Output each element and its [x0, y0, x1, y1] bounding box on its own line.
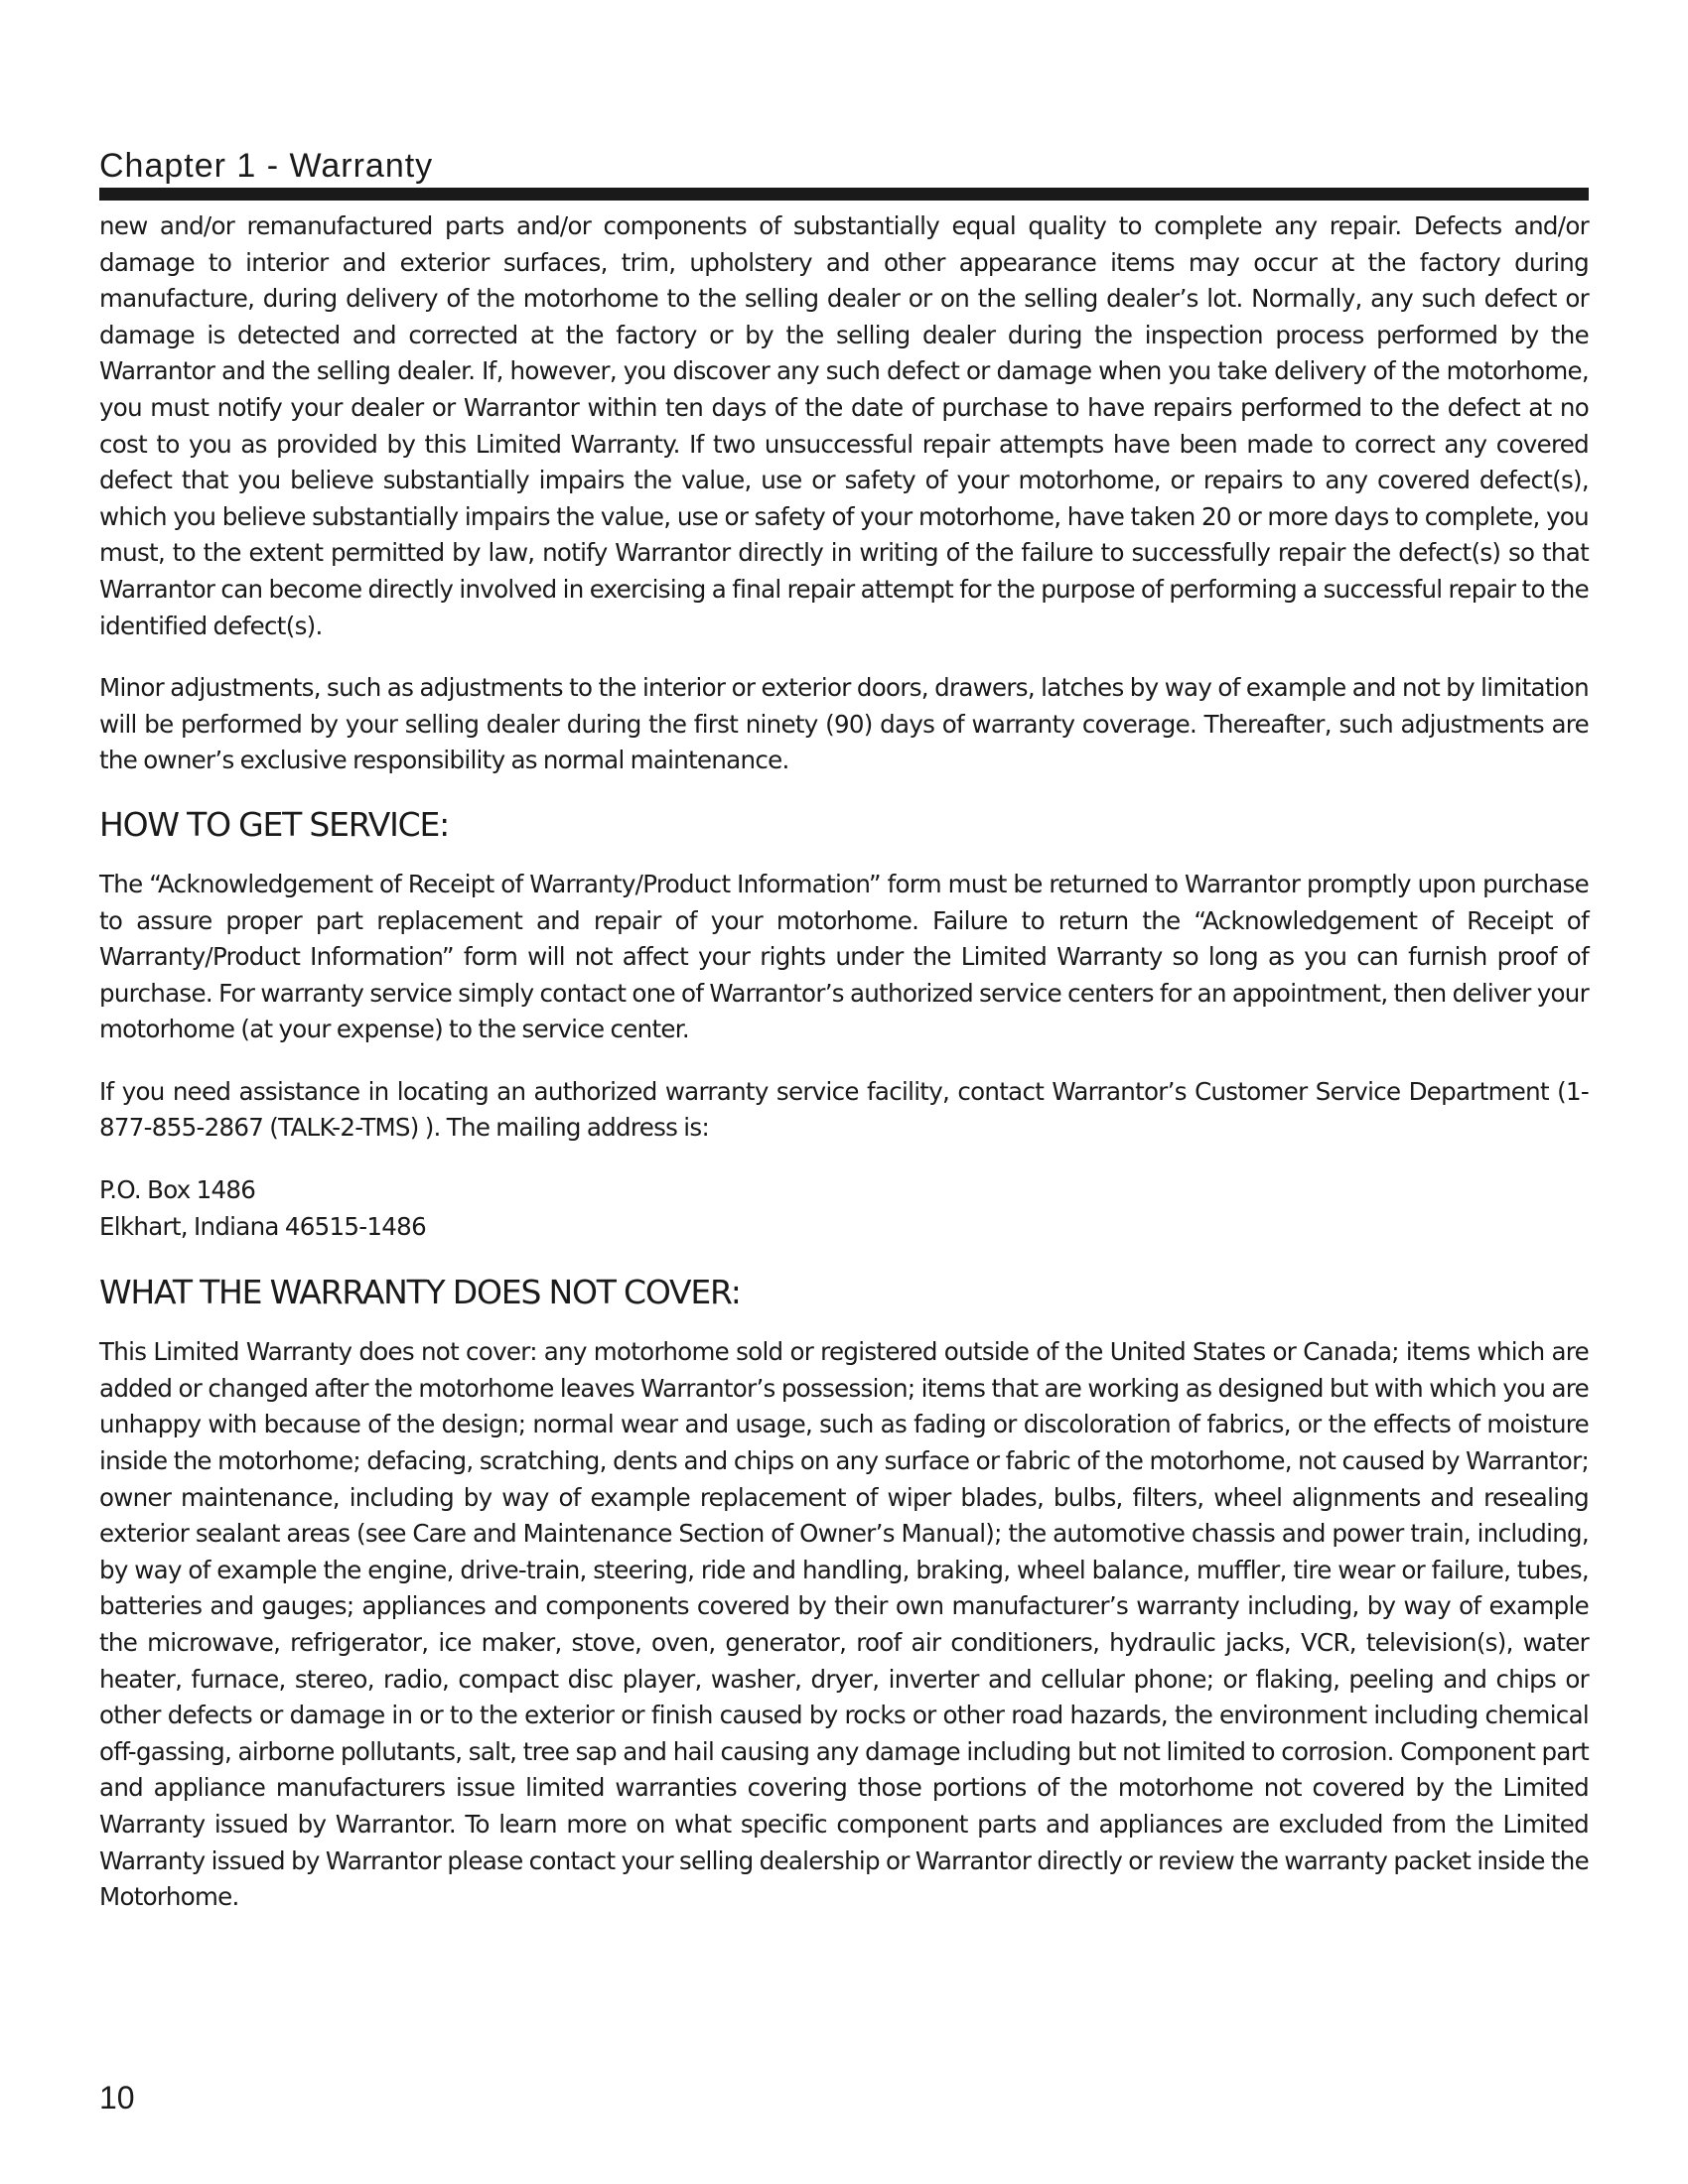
paragraph-customer-service: If you need assistance in locating an authorized warranty service facility, contact Warrantor’s Customer Service Department (1-877-855-2867 (TALK-2-TMS) ). The mailing address is:: [99, 1076, 1589, 1143]
heading-what-not-covered: WHAT THE WARRANTY DOES NOT COVER:: [99, 1273, 741, 1312]
page-content: [99, 208, 1589, 1942]
page-number: 10: [99, 2080, 135, 2116]
paragraph-minor-adjustments: Minor adjustments, such as adjustments to the interior or exterior doors, drawers, latches by way of example and not by limitation will be performed by your selling dealer during the first ninety (90) days of warranty coverage. Thereafter, such adjustments are the owner’s exclusive responsibility as normal maintenance.: [99, 673, 1589, 775]
address-line-city: Elkhart, Indiana 46515-1486: [99, 1211, 426, 1241]
header-rule: [99, 188, 1589, 201]
paragraph-repair-defects: new and/or remanufactured parts and/or components of substantially equal quality to complete any repair. Defects and/or damage to interior and exterior surfaces, trim, upholstery and other appearance items may occur at the factory during manufacture, during delivery of the motorhome to the selling dealer or on the selling dealer’s lot. Normally, any such defect or damage is detected and corrected at the factory or by the selling dealer during the inspection process performed by the Warrantor and the selling dealer. If, however, you discover any such defect or damage when you take delivery of the motorhome, you must notify your dealer or Warrantor within ten days of the date of purchase to have repairs performed to the defect at no cost to you as provided by this Limited Warranty. If two unsuccessful repair attempts have been made to correct any covered defect that you believe substantially impairs the value, use or safety of your motorhome, or repairs to any covered defect(s), which you believe substantially impairs the value, use or safety of your motorhome, have taken 20 or more days to complete, you must, to the extent permitted by law, notify Warrantor directly in writing of the failure to successfully repair the defect(s) so that Warrantor can become directly involved in exercising a final repair attempt for the purpose of performing a successful repair to the identified defect(s).: [99, 211, 1589, 640]
address-line-po-box: P.O. Box 1486: [99, 1175, 256, 1205]
page-header: [99, 145, 1589, 187]
paragraph-exclusions: This Limited Warranty does not cover: any motorhome sold or registered outside of the United States or Canada; items which are added or changed after the motorhome leaves Warrantor’s possession; items that are working as designed but with which you are unhappy with because of the design; normal wear and usage, such as fading or discoloration of fabrics, or the effects of moisture inside the motorhome; defacing, scratching, dents and chips on any surface or fabric of the motorhome, not caused by Warrantor; owner maintenance, including by way of example replacement of wiper blades, bulbs, filters, wheel alignments and resealing exterior sealant areas (see Care and Maintenance Section of Owner’s Manual); the automotive chassis and power train, including, by way of example the engine, drive-train, steering, ride and handling, braking, wheel balance, muffler, tire wear or failure, tubes, batteries and gauges; appliances and components covered by their own manufacturer’s warranty including, by way of example the microwave, refrigerator, ice maker, stove, oven, generator, roof air conditioners, hydraulic jacks, VCR, television(s), water heater, furnace, stereo, radio, compact disc player, washer, dryer, inverter and cellular phone; or flaking, peeling and chips or other defects or damage in or to the exterior or finish caused by rocks or other road hazards, the environment including chemical off-gassing, airborne pollutants, salt, tree sap and hail causing any damage including but not limited to corrosion. Component part and appliance manufacturers issue limited warranties covering those portions of the motorhome not covered by the Limited Warranty issued by Warrantor. To learn more on what specific component parts and appliances are excluded from the Limited Warranty issued by Warrantor please contact your selling dealership or Warrantor directly or review the warranty packet inside the Motorhome.: [99, 1337, 1589, 1912]
heading-how-to-get-service: HOW TO GET SERVICE:: [99, 804, 450, 844]
mailing-address: [99, 1172, 1589, 1245]
paragraph-acknowledgement-form: The “Acknowledgement of Receipt of Warranty/Product Information” form must be returned to Warrantor promptly upon purchase to assure proper part replacement and repair of your motorhome. Failure to return the “Acknowledgement of Receipt of Warranty/Product Information” form will not affect your rights under the Limited Warranty so long as you can furnish proof of purchase. For warranty service simply contact one of Warrantor’s authorized service centers for an appointment, then deliver your motorhome (at your expense) to the service center.: [99, 869, 1589, 1044]
chapter-title: Chapter 1 - Warranty: [99, 147, 434, 185]
